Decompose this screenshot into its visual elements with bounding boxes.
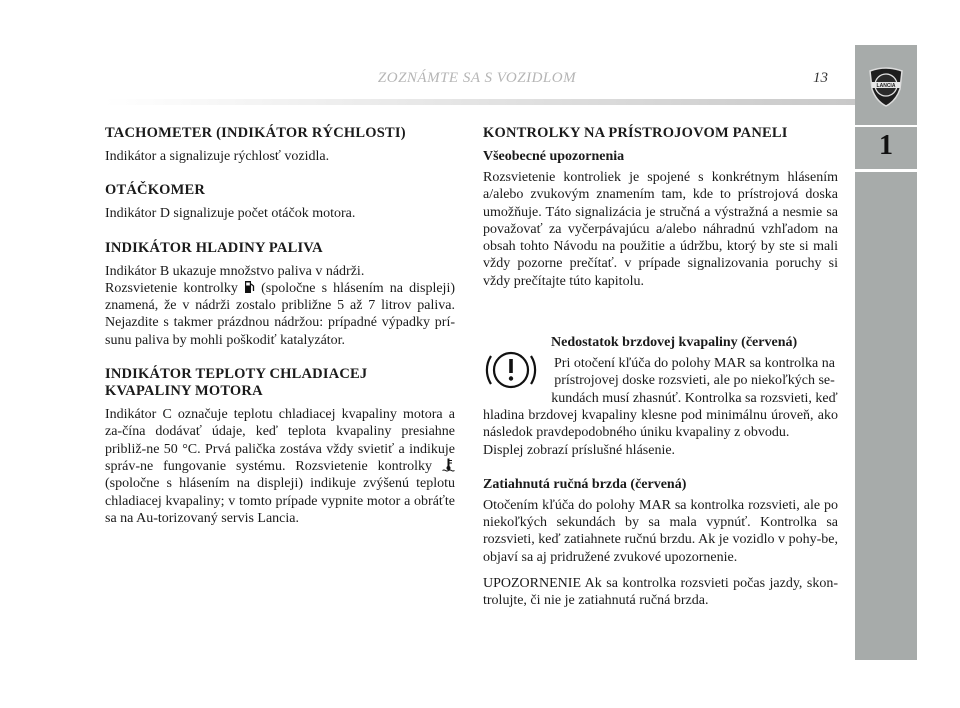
header-rule (105, 99, 855, 105)
section-text-fuel-a: Indikátor B ukazuje množstvo paliva v nádrži. (105, 263, 365, 279)
fuel-pump-icon (244, 280, 255, 294)
coolant-temperature-icon (442, 458, 455, 472)
right-column (483, 125, 838, 610)
page-header-title: ZOZNÁMTE SA S VOZIDLOM (377, 70, 577, 86)
brake-fluid-text-b: hladina brzdovej kvapaliny klesne pod minimálnu úroveň, ako následok pravdepodobného úniku kvapaliny z obvodu. (483, 407, 838, 441)
coolant-text-part2: (spoločne s hlásením na displeji) indikuje zvýšenú teplotu chladiacej kvapaliny; v tomto prípade vypnite motor a obráťte sa na Au-torizovaný servis Lancia. (105, 476, 455, 526)
fuel-text-part1: Rozsvietenie kontrolky (105, 280, 238, 296)
section-text-tachometer: Indikátor D signalizuje počet otáčok motora. (105, 206, 356, 222)
chapter-number: 1 (879, 130, 893, 161)
section-text-general: Rozsvietenie kontroliek je spojené s konkrétnym hlásením a/alebo zvukovým znamením tam, kde to prístrojová doska umožňuje. Táto signalizácia je stručná a výstražná a nesmie sa považovať za vyčerpávajúcu a/alebo náhradnú vzhľadom na obsah tohto Návodu na použitie a údržbu, ktorý by ste si mali vždy pozorne prečítať. v prípade signalizovania poruchy si vždy prečítajte túto kapitolu. (483, 170, 838, 289)
section-text-fuel-b (105, 280, 455, 349)
sidebar-separator (855, 125, 917, 127)
sidebar-separator (855, 169, 917, 172)
section-title-warning-lights: KONTROLKY NA PRÍSTROJOVOM PANELI (483, 125, 788, 141)
subsection-title-handbrake: Zatiahnutá ručná brzda (červená) (483, 476, 687, 492)
section-title-fuel: INDIKÁTOR HLADINY PALIVA (105, 239, 323, 256)
coolant-title-line2: KVAPALINY MOTORA (105, 383, 263, 400)
section-title-speedometer: TACHOMETER (INDIKÁTOR RÝCHLOSTI) (105, 125, 406, 141)
svg-text:LANCIA: LANCIA (876, 83, 896, 89)
chapter-sidebar (855, 45, 917, 660)
subsection-title-brake-fluid: Nedostatok brzdovej kvapaliny (červená) (551, 335, 798, 351)
subsection-title-general: Všeobecné upozornenia (483, 149, 625, 164)
coolant-text-part1: Indikátor C označuje teplotu chladiacej kvapaliny motora a za-čína dodávať údaje, keď teplota kvapaliny presiahne približ-ne 50 °C. Prvá palička zostáva vždy svietiť a indikuje správ-ne fungovanie systému. Rozsvietenie kontrolky (105, 407, 455, 474)
brake-fluid-warning-block (483, 334, 838, 459)
brake-warning-icon (483, 342, 539, 398)
section-title-coolant (105, 366, 455, 400)
lancia-shield-icon (866, 65, 906, 107)
left-column (105, 125, 455, 527)
coolant-title-line1: INDIKÁTOR TEPLOTY CHLADIACEJ (105, 366, 368, 383)
brake-fluid-text-a: Pri otočení kľúča do polohy MAR sa kontrolka na prístrojovej doske rozsvieti, ale po niekoľkých se-kundách musí zhasnúť. Kontrolka sa rozsvieti, keď (551, 356, 838, 406)
section-text-coolant (105, 406, 455, 527)
page-number: 13 (813, 70, 828, 86)
section-text-speedometer: Indikátor a signalizuje rýchlosť vozidla. (105, 149, 330, 164)
section-title-tachometer: OTÁČKOMER (105, 182, 206, 199)
fuel-text-part2: (spoločne s hlásením na displeji) znamená, že v nádrži zostalo približne 5 až 7 litrov paliva. Nejazdite s takmer prázdnou nádržou: prípadné výpadky prí-sunu paliva by mohli poškodiť katalyzátor. (105, 280, 455, 348)
brake-fluid-text-c: Displej zobrazí príslušné hlásenie. (483, 442, 676, 458)
handbrake-note: UPOZORNENIE Ak sa kontrolka rozsvieti počas jazdy, skon-trolujte, či nie je zatiahnutá ručná brzda. (483, 576, 838, 609)
handbrake-text: Otočením kľúča do polohy MAR sa kontrolka rozsvieti, ale po niekoľkých sekundách by sa mala vypnúť. Kontrolka sa rozsvieti, keď zatiahnete ručnú brzdu. Ak je vozidlo v pohy-be, objaví sa aj pridružené zvukové upozornenie. (483, 497, 838, 565)
